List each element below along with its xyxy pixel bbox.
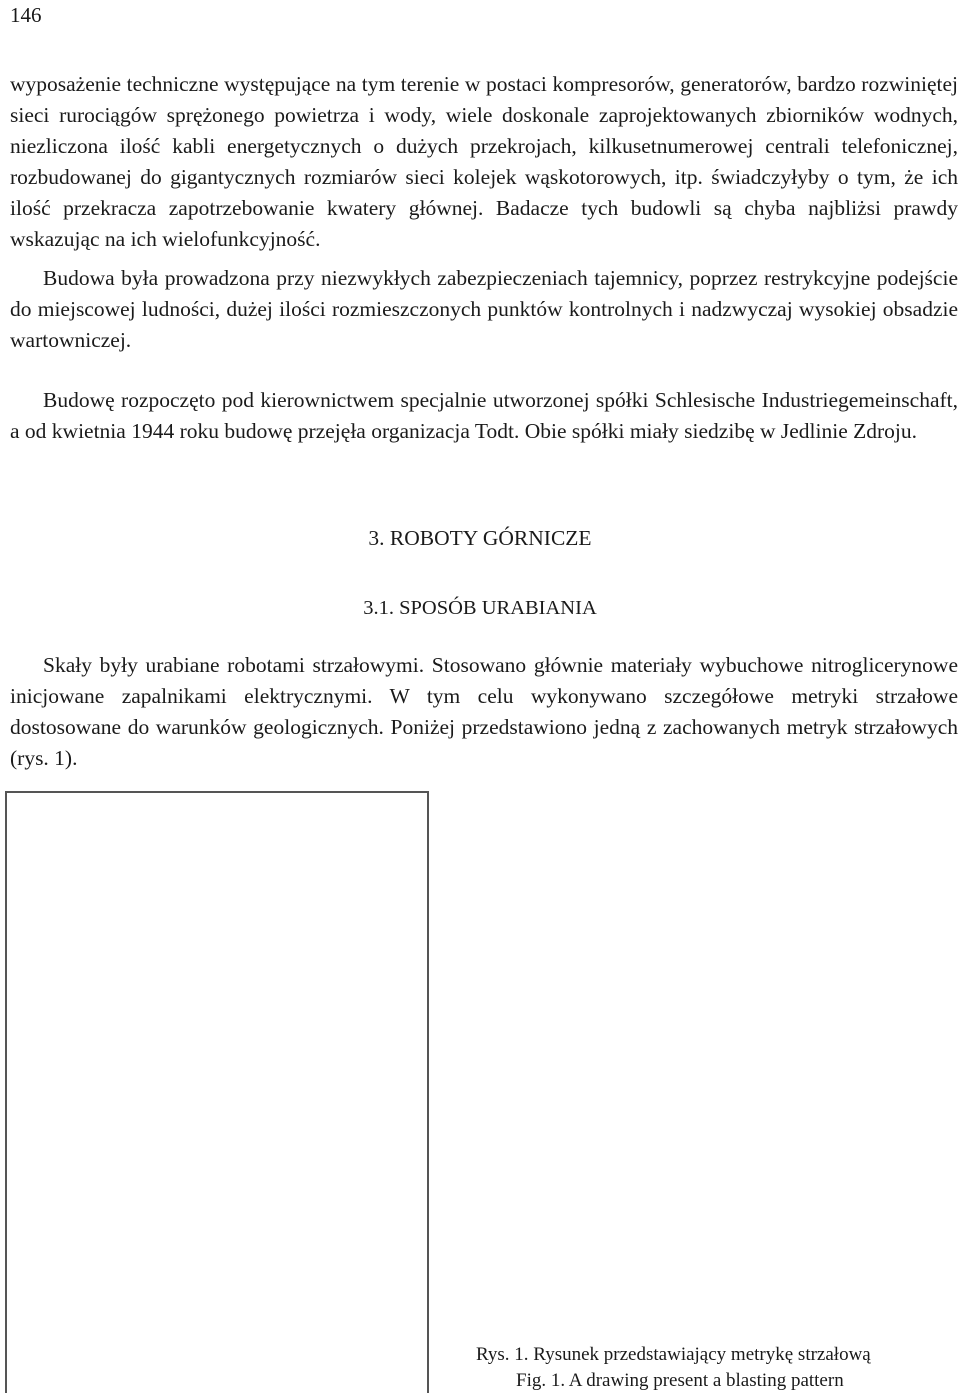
figure-caption-polish: Rys. 1. Rysunek przedstawiający metrykę strzałową [476, 1344, 871, 1365]
page-number: 146 [10, 3, 42, 27]
body-paragraph-secrecy: Budowa była prowadzona przy niezwykłych zabezpieczeniach tajemnicy, poprzez restrykcyjne podejście do miejscowej ludności, dużej ilości rozmieszczonych punktów kontrolnych i nadzwyczaj wysokiej obsadzie wartowniczej. [10, 266, 958, 352]
body-paragraph-construction: Budowę rozpoczęto pod kierownictwem specjalnie utworzonej spółki Schlesische Industriegemeinschaft, a od kwietnia 1944 roku budowę przejęła organizacja Todt. Obie spółki miały siedzibę w Jedlinie Zdroju. [10, 388, 958, 443]
figure-placeholder [5, 791, 429, 1393]
section-heading: 3. ROBOTY GÓRNICZE [368, 526, 592, 550]
figure-caption-english: Fig. 1. A drawing present a blasting pattern [516, 1370, 844, 1391]
body-paragraph-equipment: wyposażenie techniczne występujące na tym terenie w postaci kompresorów, generatorów, bardzo rozwiniętej sieci rurociągów sprężonego powietrza i wody, wiele doskonale zaprojektowanych zbiorników wodnych, niezliczona ilość kabli energetycznych o dużych przekrojach, kilkusetnumerowej centrali telefonicznej, rozbudowanej do gigantycznych rozmiarów sieci kolejek wąskotorowych, itp. świadczyłyby o tym, że ich ilość przekracza zapotrzebowanie kwatery głównej. Badacze tych budowli są chyba najbliżsi prawdy wskazując na ich wielofunkcyjność. [10, 72, 958, 251]
subsection-heading: 3.1. SPOSÓB URABIANIA [363, 597, 597, 619]
body-paragraph-blasting: Skały były urabiane robotami strzałowymi. Stosowano głównie materiały wybuchowe nitroglicerynowe inicjowane zapalnikami elektrycznymi. W tym celu wykonywano szczegółowe metryki strzałowe dostosowane do warunków geologicznych. Poniżej przedstawiono jedną z zachowanych metryk strzałowych (rys. 1). [10, 653, 958, 770]
